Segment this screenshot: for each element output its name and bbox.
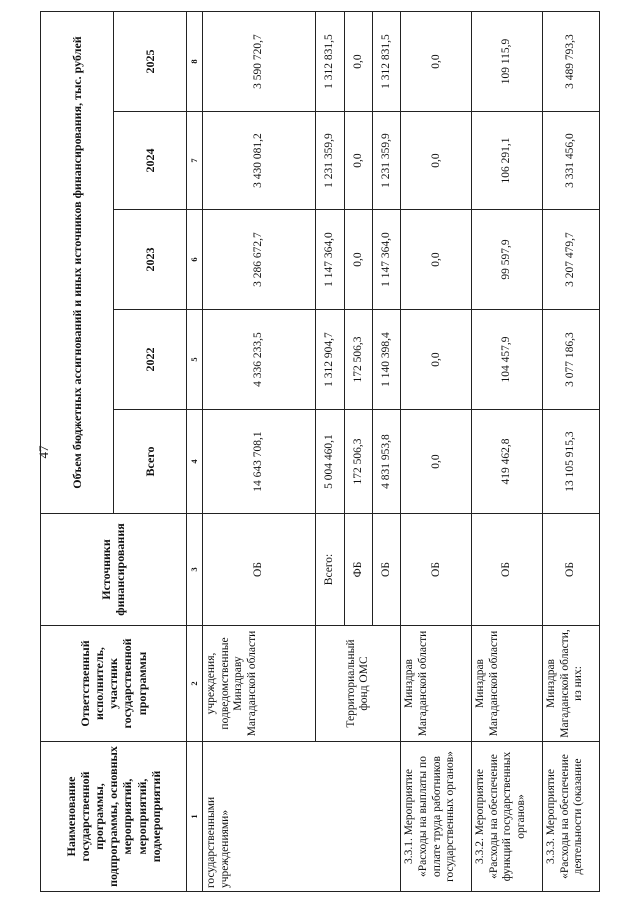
row-value: 106 291,1 — [472, 112, 543, 210]
index-cell: 8 — [186, 11, 202, 111]
row-value: 3 207 479,7 — [543, 210, 600, 310]
table-row — [401, 11, 472, 891]
header-responsible: Ответственный исполнитель, участник государственной программы — [41, 626, 187, 742]
row-value: 3 077 186,3 — [543, 310, 600, 410]
row-responsible: Минздрав Магаданской области — [472, 626, 543, 742]
row-value: 104 457,9 — [472, 310, 543, 410]
row-source: ОБ — [472, 514, 543, 626]
row-value: 172 506,3 — [344, 410, 372, 514]
row-responsible: учреждения, подведомственные Минздраву Магаданской области — [203, 626, 316, 742]
row-value: 1 312 904,7 — [316, 310, 344, 410]
row-responsible: Территориальный фонд ОМС — [316, 626, 401, 742]
row-source: ОБ — [203, 514, 316, 626]
row-value: 1 147 364,0 — [316, 210, 344, 310]
row-value: 3 286 672,7 — [203, 210, 316, 310]
header-row-1 — [41, 11, 114, 891]
row-value: 3 590 720,7 — [203, 11, 316, 111]
row-name: 3.3.2. Мероприятие «Расходы на обеспечение функций государственных органов» — [472, 742, 543, 892]
row-value: 5 004 460,1 — [316, 410, 344, 514]
row-value: 0,0 — [344, 210, 372, 310]
row-value: 419 462,8 — [472, 410, 543, 514]
rotated-page — [40, 12, 600, 892]
row-source: ОБ — [373, 514, 401, 626]
row-value: 14 643 708,1 — [203, 410, 316, 514]
row-value: 4 336 233,5 — [203, 310, 316, 410]
row-source: ОБ — [401, 514, 472, 626]
row-value: 0,0 — [344, 112, 372, 210]
index-cell: 5 — [186, 310, 202, 410]
row-value: 99 597,9 — [472, 210, 543, 310]
row-value: 3 489 793,3 — [543, 11, 600, 111]
header-year: 2025 — [113, 11, 186, 111]
header-year: 2023 — [113, 210, 186, 310]
row-value: 0,0 — [401, 410, 472, 514]
row-value: 4 831 953,8 — [373, 410, 401, 514]
row-responsible: Минздрав Магаданской области, из них: — [543, 626, 600, 742]
row-value: 0,0 — [344, 11, 372, 111]
row-name: государственными учреждениями» — [203, 742, 401, 892]
row-value: 1 231 359,9 — [373, 112, 401, 210]
index-cell: 6 — [186, 210, 202, 310]
financing-table — [40, 11, 600, 892]
row-value: 1 147 364,0 — [373, 210, 401, 310]
row-responsible: Минздрав Магаданской области — [401, 626, 472, 742]
table-row — [543, 11, 600, 891]
header-source: Источники финансирования — [41, 514, 187, 626]
row-source: Всего: — [316, 514, 344, 626]
row-name: 3.3.1. Мероприятие «Расходы на выплаты по оплате труда работников государственных органов» — [401, 742, 472, 892]
row-value: 0,0 — [401, 310, 472, 410]
header-name: Наименование государственной программы, подпрограммы, основных мероприятий, мероприятий, подмероприятий — [41, 742, 187, 892]
row-value: 3 331 456,0 — [543, 112, 600, 210]
index-cell: 1 — [186, 742, 202, 892]
index-cell: 3 — [186, 514, 202, 626]
row-name: 3.3.3. Мероприятие «Расходы на обеспечение деятельности (оказание — [543, 742, 600, 892]
row-value: 0,0 — [401, 210, 472, 310]
row-value: 3 430 081,2 — [203, 112, 316, 210]
row-source: ФБ — [344, 514, 372, 626]
row-value: 13 105 915,3 — [543, 410, 600, 514]
row-value: 1 231 359,9 — [316, 112, 344, 210]
row-value: 1 312 831,5 — [316, 11, 344, 111]
header-year: 2022 — [113, 310, 186, 410]
page-number: 47 — [36, 445, 51, 459]
row-value: 0,0 — [401, 112, 472, 210]
row-value: 1 312 831,5 — [373, 11, 401, 111]
header-volume: Объем бюджетных ассигнований и иных источников финансирования, тыс. рублей — [41, 11, 114, 513]
header-year: Всего — [113, 410, 186, 514]
row-value: 1 140 398,4 — [373, 310, 401, 410]
row-source: ОБ — [543, 514, 600, 626]
index-cell: 4 — [186, 410, 202, 514]
row-value: 109 115,9 — [472, 11, 543, 111]
row-value: 0,0 — [401, 11, 472, 111]
index-row — [186, 11, 202, 891]
header-year: 2024 — [113, 112, 186, 210]
row-value: 172 506,3 — [344, 310, 372, 410]
index-cell: 2 — [186, 626, 202, 742]
index-cell: 7 — [186, 112, 202, 210]
table-row — [203, 11, 316, 891]
table-row — [472, 11, 543, 891]
